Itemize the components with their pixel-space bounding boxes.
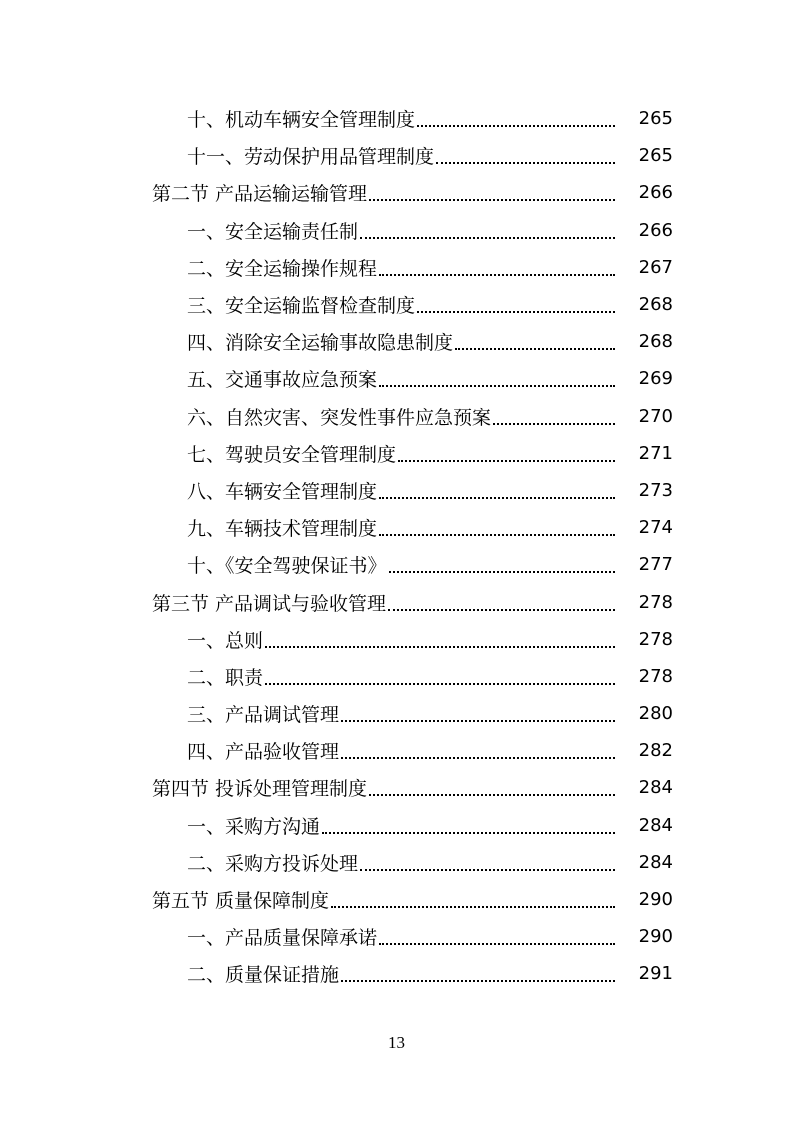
- toc-entry-page: 266: [638, 219, 673, 241]
- toc-entry-title: 九、车辆技术管理制度: [187, 518, 378, 541]
- toc-entry-title: 八、车辆安全管理制度: [187, 480, 378, 503]
- dot-leader: [455, 347, 615, 350]
- toc-entry-page: 277: [638, 554, 673, 576]
- dot-leader: [493, 422, 615, 425]
- toc-entry-title: 十、《安全驾驶保证书》: [187, 555, 387, 578]
- toc-entry-title: 四、产品验收管理: [187, 741, 340, 764]
- toc-entry-title: 十、机动车辆安全管理制度: [187, 109, 416, 132]
- toc-entry-page: 265: [638, 145, 673, 167]
- toc-entry[interactable]: [0, 881, 793, 918]
- toc-entry[interactable]: [0, 695, 793, 732]
- toc-entry[interactable]: [0, 583, 793, 620]
- toc-entry[interactable]: [0, 435, 793, 472]
- dot-leader: [417, 310, 615, 313]
- toc-entry-title: 三、安全运输监督检查制度: [187, 295, 416, 318]
- toc-entry-page: 268: [638, 294, 673, 316]
- toc-entry-page: 278: [638, 665, 673, 687]
- dot-leader: [341, 719, 615, 722]
- toc-entry-title: 二、职责: [187, 666, 264, 689]
- toc-entry-page: 278: [638, 591, 673, 613]
- dot-leader: [341, 756, 615, 759]
- dot-leader: [389, 570, 615, 573]
- toc-entry-page: 274: [638, 517, 673, 539]
- dot-leader: [379, 384, 615, 387]
- dot-leader: [369, 793, 615, 796]
- toc-entry-title: 三、产品调试管理: [187, 704, 340, 727]
- toc-entry-page: 270: [638, 405, 673, 427]
- toc-entry[interactable]: [0, 472, 793, 509]
- dot-leader: [379, 273, 615, 276]
- toc-entry[interactable]: [0, 286, 793, 323]
- toc-entry-title: 二、安全运输操作规程: [187, 257, 378, 280]
- toc-entry-page: 268: [638, 331, 673, 353]
- dot-leader: [331, 905, 615, 908]
- toc-entry-page: 290: [638, 926, 673, 948]
- toc-entry[interactable]: [0, 732, 793, 769]
- dot-leader: [379, 942, 615, 945]
- toc-entry-title: 一、采购方沟通: [187, 815, 321, 838]
- toc-entry-page: 284: [638, 777, 673, 799]
- toc-entry[interactable]: [0, 137, 793, 174]
- toc-entry-page: 266: [638, 182, 673, 204]
- toc-entry[interactable]: [0, 918, 793, 955]
- toc-entry-title: 六、自然灾害、突发性事件应急预案: [187, 406, 492, 429]
- toc-entry[interactable]: [0, 100, 793, 137]
- toc-entry-title: 二、采购方投诉处理: [187, 852, 359, 875]
- toc-entry[interactable]: [0, 398, 793, 435]
- dot-leader: [417, 124, 615, 127]
- toc-entry-title: 二、质量保证措施: [187, 964, 340, 987]
- toc-entry-page: 284: [638, 814, 673, 836]
- toc-entry-page: 280: [638, 703, 673, 725]
- dot-leader: [265, 645, 615, 648]
- toc-entry-title: 第二节 产品运输运输管理: [152, 183, 368, 206]
- toc-entry[interactable]: [0, 955, 793, 992]
- table-of-contents: [0, 100, 793, 993]
- toc-entry-title: 十一、劳动保护用品管理制度: [187, 146, 435, 169]
- toc-entry-page: 290: [638, 889, 673, 911]
- toc-entry[interactable]: [0, 249, 793, 286]
- toc-entry-title: 第四节 投诉处理管理制度: [152, 778, 368, 801]
- toc-entry-page: 278: [638, 628, 673, 650]
- dot-leader: [322, 831, 615, 834]
- toc-entry-title: 四、消除安全运输事故隐患制度: [187, 332, 454, 355]
- toc-entry-title: 一、总则: [187, 629, 264, 652]
- toc-entry-page: 265: [638, 108, 673, 130]
- toc-entry-title: 五、交通事故应急预案: [187, 369, 378, 392]
- toc-entry[interactable]: [0, 769, 793, 806]
- toc-entry[interactable]: [0, 323, 793, 360]
- toc-entry-title: 一、安全运输责任制: [187, 220, 359, 243]
- toc-entry[interactable]: [0, 174, 793, 211]
- toc-entry-page: 267: [638, 256, 673, 278]
- toc-entry-title: 第三节 产品调试与验收管理: [152, 592, 387, 615]
- dot-leader: [341, 979, 615, 982]
- toc-entry-page: 271: [638, 442, 673, 464]
- toc-entry-title: 第五节 质量保障制度: [152, 890, 330, 913]
- dot-leader: [369, 198, 615, 201]
- toc-entry-page: 291: [638, 963, 673, 985]
- dot-leader: [265, 682, 615, 685]
- toc-entry-page: 269: [638, 368, 673, 390]
- dot-leader: [379, 533, 615, 536]
- dot-leader: [388, 608, 615, 611]
- toc-entry-page: 282: [638, 740, 673, 762]
- toc-entry-title: 一、产品质量保障承诺: [187, 927, 378, 950]
- dot-leader: [360, 868, 615, 871]
- toc-entry[interactable]: [0, 360, 793, 397]
- toc-entry[interactable]: [0, 807, 793, 844]
- dot-leader: [360, 236, 615, 239]
- toc-entry[interactable]: [0, 509, 793, 546]
- toc-entry-title: 七、驾驶员安全管理制度: [187, 443, 397, 466]
- dot-leader: [379, 496, 615, 499]
- page-number: 13: [388, 1033, 405, 1052]
- toc-entry[interactable]: [0, 212, 793, 249]
- dot-leader: [398, 459, 615, 462]
- toc-entry[interactable]: [0, 546, 793, 583]
- toc-entry[interactable]: [0, 658, 793, 695]
- toc-entry[interactable]: [0, 621, 793, 658]
- dot-leader: [436, 161, 615, 164]
- toc-entry[interactable]: [0, 844, 793, 881]
- toc-entry-page: 273: [638, 479, 673, 501]
- toc-entry-page: 284: [638, 851, 673, 873]
